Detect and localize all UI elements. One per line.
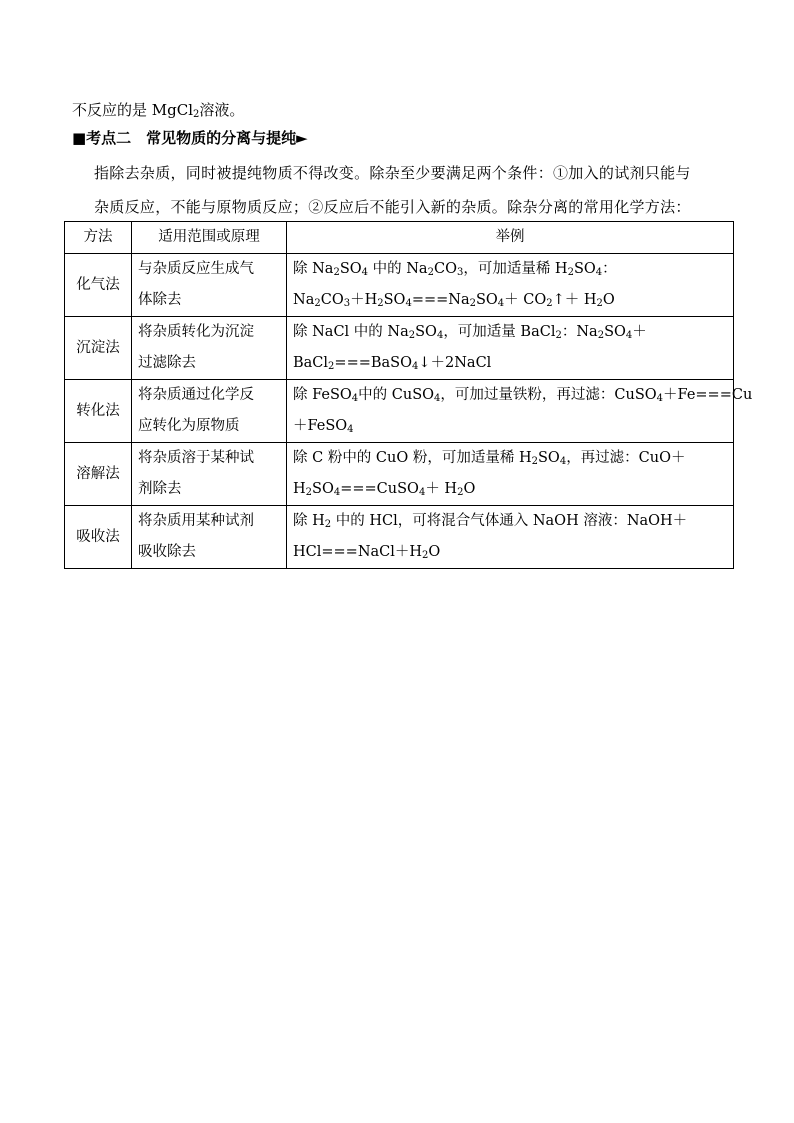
- principle-line: 体除去: [138, 292, 182, 308]
- example-text: CO: [433, 261, 457, 277]
- example-text: ：: [602, 261, 617, 277]
- principle-cell: [132, 317, 287, 380]
- method-cell: 溶解法: [65, 443, 132, 506]
- example-text: BaCl: [293, 355, 329, 371]
- formula-subscript: 2: [422, 550, 429, 561]
- example-text: SO: [537, 450, 560, 466]
- example-text: ，可加适量 BaCl: [443, 324, 556, 340]
- example-text: 中的 CuSO: [358, 387, 435, 403]
- example-text: ↑＋ H: [552, 292, 597, 308]
- principle-line: 将杂质溶于某种试: [138, 450, 254, 466]
- example-line: [293, 474, 727, 505]
- example-text: SO: [383, 292, 406, 308]
- table-row: [65, 317, 734, 380]
- method-cell: 转化法: [65, 380, 132, 443]
- example-text: 除 Na: [293, 261, 334, 277]
- intro-text-end: 溶液。: [199, 101, 245, 119]
- formula-subscript: 2: [408, 330, 416, 341]
- intro-text: 不反应的是 MgCl: [72, 101, 194, 119]
- principle-line: 剂除去: [138, 481, 182, 497]
- example-cell: [287, 443, 734, 506]
- example-text: ＋ H: [425, 481, 458, 497]
- example-text: 中的 HCl，可将混合气体通入 NaOH 溶液：NaOH＋: [331, 513, 688, 529]
- example-text: ＋H: [350, 292, 378, 308]
- example-text: ，可加过量铁粉，再过滤：CuSO: [440, 387, 657, 403]
- header-example: 举例: [287, 222, 734, 254]
- formula-subscript: 4: [412, 361, 419, 372]
- intro-subscript: 2: [193, 109, 200, 120]
- formula-subscript: 4: [361, 267, 369, 278]
- header-principle: 适用范围或原理: [132, 222, 287, 254]
- example-text: SO: [415, 324, 437, 340]
- table-row: [65, 254, 734, 317]
- formula-subscript: 4: [333, 487, 341, 498]
- example-text: ＋FeSO: [293, 418, 348, 434]
- example-line: [293, 348, 727, 379]
- example-line: [293, 506, 727, 537]
- formula-subscript: 4: [405, 298, 412, 309]
- formula-subscript: 2: [333, 267, 340, 278]
- formula-subscript: 4: [351, 393, 359, 404]
- formula-subscript: 4: [625, 330, 633, 341]
- principle-cell: [132, 443, 287, 506]
- formula-subscript: 2: [328, 361, 335, 372]
- formula-subscript: 2: [555, 330, 562, 341]
- formula-subscript: 2: [469, 298, 476, 309]
- example-line: [293, 380, 753, 411]
- example-text: 除 H: [293, 513, 325, 529]
- principle-cell: [132, 380, 287, 443]
- example-line: [293, 411, 727, 442]
- formula-subscript: 3: [456, 267, 464, 278]
- example-text: ，可加适量稀 H: [463, 261, 568, 277]
- example-cell: [287, 380, 753, 443]
- example-line: [293, 254, 727, 285]
- example-text: HCl===NaCl＋H: [293, 544, 423, 560]
- paragraph-line-2: 杂质反应，不能与原物质反应；②反应后不能引入新的杂质。除杂分离的常用化学方法：: [94, 198, 691, 216]
- example-cell: [287, 254, 734, 317]
- principle-line: 将杂质转化为沉淀: [138, 324, 254, 340]
- example-text: 除 C 粉中的 CuO 粉，可加适量稀 H: [293, 450, 532, 466]
- formula-subscript: 2: [567, 267, 574, 278]
- example-text: 中的 Na: [368, 261, 428, 277]
- section-heading: ■考点二 常见物质的分离与提纯►: [72, 129, 308, 147]
- principle-line: 将杂质用某种试剂: [138, 513, 254, 529]
- formula-subscript: 4: [559, 456, 567, 467]
- example-text: SO: [339, 261, 362, 277]
- formula-subscript: 2: [377, 298, 384, 309]
- table-header-row: [65, 222, 734, 254]
- example-text: ===Na: [411, 292, 470, 308]
- example-text: ===CuSO: [340, 481, 419, 497]
- example-text: SO: [573, 261, 596, 277]
- header-method: 方法: [65, 222, 132, 254]
- principle-line: 吸收除去: [138, 544, 196, 560]
- formula-subscript: 4: [595, 267, 603, 278]
- formula-subscript: 4: [497, 298, 505, 309]
- example-cell: [287, 317, 734, 380]
- method-cell: 吸收法: [65, 506, 132, 569]
- example-text: 除 NaCl 中的 Na: [293, 324, 409, 340]
- principle-line: 与杂质反应生成气: [138, 261, 254, 277]
- example-text: ，再过滤：CuO＋: [566, 450, 686, 466]
- paragraph-line-1: 指除去杂质，同时被提纯物质不得改变。除杂至少要满足两个条件：①加入的试剂只能与: [94, 164, 691, 182]
- example-text: O: [428, 544, 441, 560]
- formula-subscript: 2: [305, 487, 313, 498]
- example-text: Na: [293, 292, 315, 308]
- example-text: SO: [312, 481, 334, 497]
- formula-subscript: 4: [434, 393, 441, 404]
- table-row: [65, 506, 734, 569]
- separation-methods-table: [64, 221, 753, 569]
- table-row: [65, 443, 734, 506]
- principle-line: 将杂质通过化学反: [138, 387, 254, 403]
- example-cell: [287, 506, 734, 569]
- method-cell: 化气法: [65, 254, 132, 317]
- formula-subscript: 2: [324, 519, 332, 530]
- example-text: ＋Fe===Cu: [663, 387, 753, 403]
- example-text: 除 FeSO: [293, 387, 352, 403]
- formula-subscript: 4: [418, 487, 426, 498]
- principle-cell: [132, 506, 287, 569]
- intro-line: [72, 100, 244, 120]
- example-text: H: [293, 481, 306, 497]
- formula-subscript: 2: [314, 298, 321, 309]
- example-line: [293, 285, 727, 316]
- example-text: ↓＋2NaCl: [418, 355, 492, 371]
- example-text: ＋ CO: [504, 292, 547, 308]
- formula-subscript: 3: [343, 298, 351, 309]
- method-cell: 沉淀法: [65, 317, 132, 380]
- example-line: [293, 537, 727, 568]
- principle-line: 过滤除去: [138, 355, 196, 371]
- principle-line: 应转化为原物质: [138, 418, 240, 434]
- example-text: ：Na: [561, 324, 598, 340]
- formula-subscript: 2: [597, 330, 605, 341]
- example-text: ===BaSO: [334, 355, 412, 371]
- table-row: [65, 380, 734, 443]
- example-text: SO: [475, 292, 498, 308]
- formula-subscript: 4: [347, 424, 354, 435]
- example-text: CO: [320, 292, 344, 308]
- example-text: SO: [604, 324, 626, 340]
- table-body: [65, 254, 753, 569]
- principle-cell: [132, 254, 287, 317]
- example-text: ＋: [632, 324, 647, 340]
- formula-subscript: 2: [427, 267, 434, 278]
- example-text: O: [602, 292, 615, 308]
- formula-subscript: 2: [531, 456, 538, 467]
- example-text: O: [463, 481, 476, 497]
- example-line: [293, 443, 727, 474]
- formula-subscript: 2: [457, 487, 464, 498]
- formula-subscript: 2: [596, 298, 603, 309]
- formula-subscript: 4: [436, 330, 444, 341]
- example-line: [293, 317, 727, 348]
- formula-subscript: 2: [546, 298, 553, 309]
- formula-subscript: 4: [656, 393, 664, 404]
